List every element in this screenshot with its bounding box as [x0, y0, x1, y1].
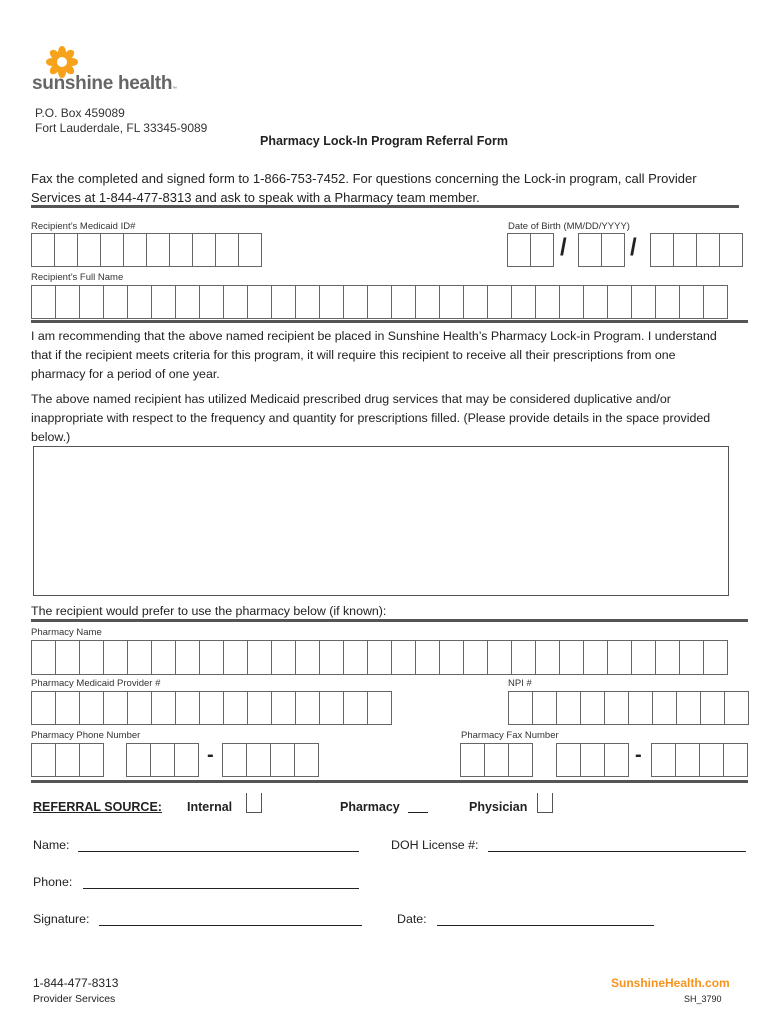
- logo-trademark: ™: [172, 86, 177, 92]
- phone-dash: -: [207, 744, 214, 766]
- char-box[interactable]: [367, 691, 392, 725]
- fax-dash: -: [635, 744, 642, 766]
- char-box[interactable]: [415, 640, 440, 675]
- char-box[interactable]: [487, 640, 512, 675]
- char-box[interactable]: [532, 691, 557, 725]
- char-box[interactable]: [703, 285, 728, 319]
- divider: [31, 619, 748, 622]
- recommendation-text: I am recommending that the above named recipient be placed in Sunshine Health’s Pharmacy Lock-in Program. I understand that if the recipient meets criteria for this program, it will require this recipient to receive all their prescriptions from one pharmacy for a period of one year.: [31, 329, 717, 381]
- char-box[interactable]: [439, 285, 464, 319]
- pharmacy-prompt: The recipient would prefer to use the pharmacy below (if known):: [31, 604, 387, 618]
- char-box[interactable]: [484, 743, 509, 777]
- char-box[interactable]: [103, 691, 128, 725]
- char-box[interactable]: [719, 233, 743, 267]
- char-box[interactable]: [391, 640, 416, 675]
- pharmacy-fax-label: Pharmacy Fax Number: [461, 730, 559, 741]
- char-box[interactable]: [676, 691, 701, 725]
- char-box[interactable]: [651, 743, 676, 777]
- char-box[interactable]: [679, 640, 704, 675]
- medicaid-id-label: Recipient’s Medicaid ID#: [31, 221, 136, 232]
- footer-website-link[interactable]: SunshineHealth.com: [611, 976, 730, 990]
- char-box[interactable]: [175, 691, 200, 725]
- char-box[interactable]: [247, 691, 272, 725]
- char-box[interactable]: [151, 285, 176, 319]
- footer-phone: 1-844-477-8313: [33, 976, 119, 990]
- full-name-label: Recipient’s Full Name: [31, 272, 124, 283]
- address-line-2: Fort Lauderdale, FL 33345-9089: [35, 121, 208, 135]
- char-box[interactable]: [174, 743, 199, 777]
- char-box[interactable]: [583, 285, 608, 319]
- char-box[interactable]: [700, 691, 725, 725]
- char-box[interactable]: [223, 640, 248, 675]
- pharmacy-fax-line-boxes[interactable]: [651, 743, 747, 777]
- char-box[interactable]: [31, 640, 56, 675]
- referral-source-label: REFERRAL SOURCE:: [33, 800, 162, 814]
- char-box[interactable]: [367, 285, 392, 319]
- char-box[interactable]: [604, 743, 629, 777]
- char-box[interactable]: [703, 640, 728, 675]
- char-box[interactable]: [271, 640, 296, 675]
- char-box[interactable]: [631, 285, 656, 319]
- char-box[interactable]: [319, 691, 344, 725]
- char-box[interactable]: [223, 285, 248, 319]
- char-box[interactable]: [675, 743, 700, 777]
- logo: [32, 46, 192, 96]
- physician-checkbox[interactable]: [537, 793, 553, 813]
- char-box[interactable]: [607, 285, 632, 319]
- char-box[interactable]: [535, 285, 560, 319]
- char-box[interactable]: [222, 743, 247, 777]
- char-box[interactable]: [54, 233, 78, 267]
- signature-label: Signature:: [33, 912, 90, 926]
- char-box[interactable]: [391, 285, 416, 319]
- char-box[interactable]: [246, 743, 271, 777]
- dob-day-boxes[interactable]: [578, 233, 624, 267]
- char-box[interactable]: [77, 233, 101, 267]
- char-box[interactable]: [487, 285, 512, 319]
- char-box[interactable]: [55, 743, 80, 777]
- char-box[interactable]: [295, 285, 320, 319]
- char-box[interactable]: [126, 743, 151, 777]
- char-box[interactable]: [175, 285, 200, 319]
- char-box[interactable]: [507, 233, 531, 267]
- char-box[interactable]: [535, 640, 560, 675]
- char-box[interactable]: [607, 640, 632, 675]
- pharmacy-phone-line-boxes[interactable]: [222, 743, 318, 777]
- date-label: Date:: [397, 912, 427, 926]
- pharmacy-medicaid-boxes[interactable]: [31, 691, 391, 725]
- char-box[interactable]: [238, 233, 262, 267]
- pharmacy-name-label: Pharmacy Name: [31, 627, 102, 638]
- char-box[interactable]: [31, 691, 56, 725]
- char-box[interactable]: [530, 233, 554, 267]
- medicaid-id-boxes[interactable]: [31, 233, 261, 267]
- phone-line[interactable]: [83, 888, 359, 889]
- char-box[interactable]: [151, 691, 176, 725]
- char-box[interactable]: [199, 640, 224, 675]
- char-box[interactable]: [343, 640, 368, 675]
- char-box[interactable]: [511, 640, 536, 675]
- char-box[interactable]: [150, 743, 175, 777]
- char-box[interactable]: [271, 691, 296, 725]
- char-box[interactable]: [151, 640, 176, 675]
- char-box[interactable]: [79, 285, 104, 319]
- char-box[interactable]: [463, 640, 488, 675]
- char-box[interactable]: [343, 285, 368, 319]
- details-textarea[interactable]: [33, 446, 729, 596]
- char-box[interactable]: [604, 691, 629, 725]
- char-box[interactable]: [79, 743, 104, 777]
- char-box[interactable]: [679, 285, 704, 319]
- char-box[interactable]: [55, 691, 80, 725]
- char-box[interactable]: [655, 640, 680, 675]
- pharmacy-fax-prefix-boxes[interactable]: [556, 743, 628, 777]
- pharmacy-checkbox[interactable]: [408, 812, 428, 813]
- char-box[interactable]: [511, 285, 536, 319]
- pharmacy-medicaid-label: Pharmacy Medicaid Provider #: [31, 678, 161, 689]
- char-box[interactable]: [192, 233, 216, 267]
- char-box[interactable]: [247, 640, 272, 675]
- referral-pharmacy-label: Pharmacy: [340, 800, 400, 814]
- char-box[interactable]: [223, 691, 248, 725]
- referral-internal-label: Internal: [187, 800, 233, 814]
- char-box[interactable]: [79, 691, 104, 725]
- pharmacy-fax-area-boxes[interactable]: [460, 743, 532, 777]
- referral-physician-label: Physician: [469, 800, 528, 814]
- char-box[interactable]: [556, 691, 581, 725]
- char-box[interactable]: [123, 233, 147, 267]
- char-box[interactable]: [580, 691, 605, 725]
- char-box[interactable]: [31, 743, 56, 777]
- char-box[interactable]: [295, 691, 320, 725]
- char-box[interactable]: [556, 743, 581, 777]
- char-box[interactable]: [723, 743, 748, 777]
- char-box[interactable]: [127, 640, 152, 675]
- char-box[interactable]: [295, 640, 320, 675]
- char-box[interactable]: [580, 743, 605, 777]
- char-box[interactable]: [146, 233, 170, 267]
- char-box[interactable]: [79, 640, 104, 675]
- name-label: Name:: [33, 838, 70, 852]
- char-box[interactable]: [578, 233, 602, 267]
- logo-wordmark: sunshine health: [32, 73, 173, 94]
- char-box[interactable]: [601, 233, 625, 267]
- char-box[interactable]: [628, 691, 653, 725]
- char-box[interactable]: [100, 233, 124, 267]
- char-box[interactable]: [559, 640, 584, 675]
- char-box[interactable]: [673, 233, 697, 267]
- pharmacy-phone-area-boxes[interactable]: [31, 743, 103, 777]
- dob-year-boxes[interactable]: [650, 233, 742, 267]
- date-line[interactable]: [437, 925, 654, 926]
- char-box[interactable]: [169, 233, 193, 267]
- char-box[interactable]: [55, 285, 80, 319]
- usage-text: The above named recipient has utilized Medicaid prescribed drug services that may be considered duplicative and/or inappropriate with respect to the frequency and quantity for prescriptions filled. (Please provide details in the space provided below.): [31, 392, 711, 444]
- char-box[interactable]: [655, 285, 680, 319]
- intro-text: Fax the completed and signed form to 1-866-753-7452. For questions concerning the Lock-in program, call Provider Services at 1-844-477-8313 and ask to speak with a Pharmacy team member.: [31, 171, 697, 205]
- internal-checkbox[interactable]: [246, 793, 262, 813]
- char-box[interactable]: [271, 285, 296, 319]
- phone-label: Phone:: [33, 875, 73, 889]
- npi-label: NPI #: [508, 678, 532, 689]
- char-box[interactable]: [127, 691, 152, 725]
- dob-separator: /: [630, 234, 637, 261]
- divider: [31, 780, 748, 783]
- char-box[interactable]: [724, 691, 749, 725]
- doh-license-line[interactable]: [488, 851, 746, 852]
- dob-month-boxes[interactable]: [507, 233, 553, 267]
- char-box[interactable]: [127, 285, 152, 319]
- char-box[interactable]: [508, 691, 533, 725]
- char-box[interactable]: [460, 743, 485, 777]
- divider: [31, 205, 739, 208]
- char-box[interactable]: [270, 743, 295, 777]
- address-line-1: P.O. Box 459089: [35, 106, 125, 120]
- char-box[interactable]: [294, 743, 319, 777]
- char-box[interactable]: [696, 233, 720, 267]
- char-box[interactable]: [175, 640, 200, 675]
- char-box[interactable]: [215, 233, 239, 267]
- char-box[interactable]: [319, 640, 344, 675]
- pharmacy-phone-label: Pharmacy Phone Number: [31, 730, 141, 741]
- form-title: Pharmacy Lock-In Program Referral Form: [260, 134, 508, 148]
- footer-form-code: SH_3790: [684, 994, 722, 1004]
- name-line[interactable]: [78, 851, 359, 852]
- pharmacy-phone-prefix-boxes[interactable]: [126, 743, 198, 777]
- char-box[interactable]: [199, 285, 224, 319]
- char-box[interactable]: [650, 233, 674, 267]
- char-box[interactable]: [31, 233, 55, 267]
- char-box[interactable]: [367, 640, 392, 675]
- dob-separator: /: [560, 234, 567, 261]
- char-box[interactable]: [103, 640, 128, 675]
- char-box[interactable]: [631, 640, 656, 675]
- npi-boxes[interactable]: [508, 691, 748, 725]
- signature-line[interactable]: [99, 925, 362, 926]
- char-box[interactable]: [199, 691, 224, 725]
- pharmacy-name-boxes[interactable]: [31, 640, 727, 675]
- char-box[interactable]: [508, 743, 533, 777]
- doh-license-label: DOH License #:: [391, 838, 479, 852]
- char-box[interactable]: [343, 691, 368, 725]
- full-name-boxes[interactable]: [31, 285, 727, 319]
- char-box[interactable]: [652, 691, 677, 725]
- char-box[interactable]: [439, 640, 464, 675]
- char-box[interactable]: [583, 640, 608, 675]
- char-box[interactable]: [699, 743, 724, 777]
- char-box[interactable]: [247, 285, 272, 319]
- char-box[interactable]: [31, 285, 56, 319]
- divider: [31, 320, 748, 323]
- footer-provider-services: Provider Services: [33, 993, 116, 1005]
- char-box[interactable]: [415, 285, 440, 319]
- char-box[interactable]: [103, 285, 128, 319]
- char-box[interactable]: [559, 285, 584, 319]
- char-box[interactable]: [55, 640, 80, 675]
- char-box[interactable]: [463, 285, 488, 319]
- dob-label: Date of Birth (MM/DD/YYYY): [508, 221, 630, 232]
- char-box[interactable]: [319, 285, 344, 319]
